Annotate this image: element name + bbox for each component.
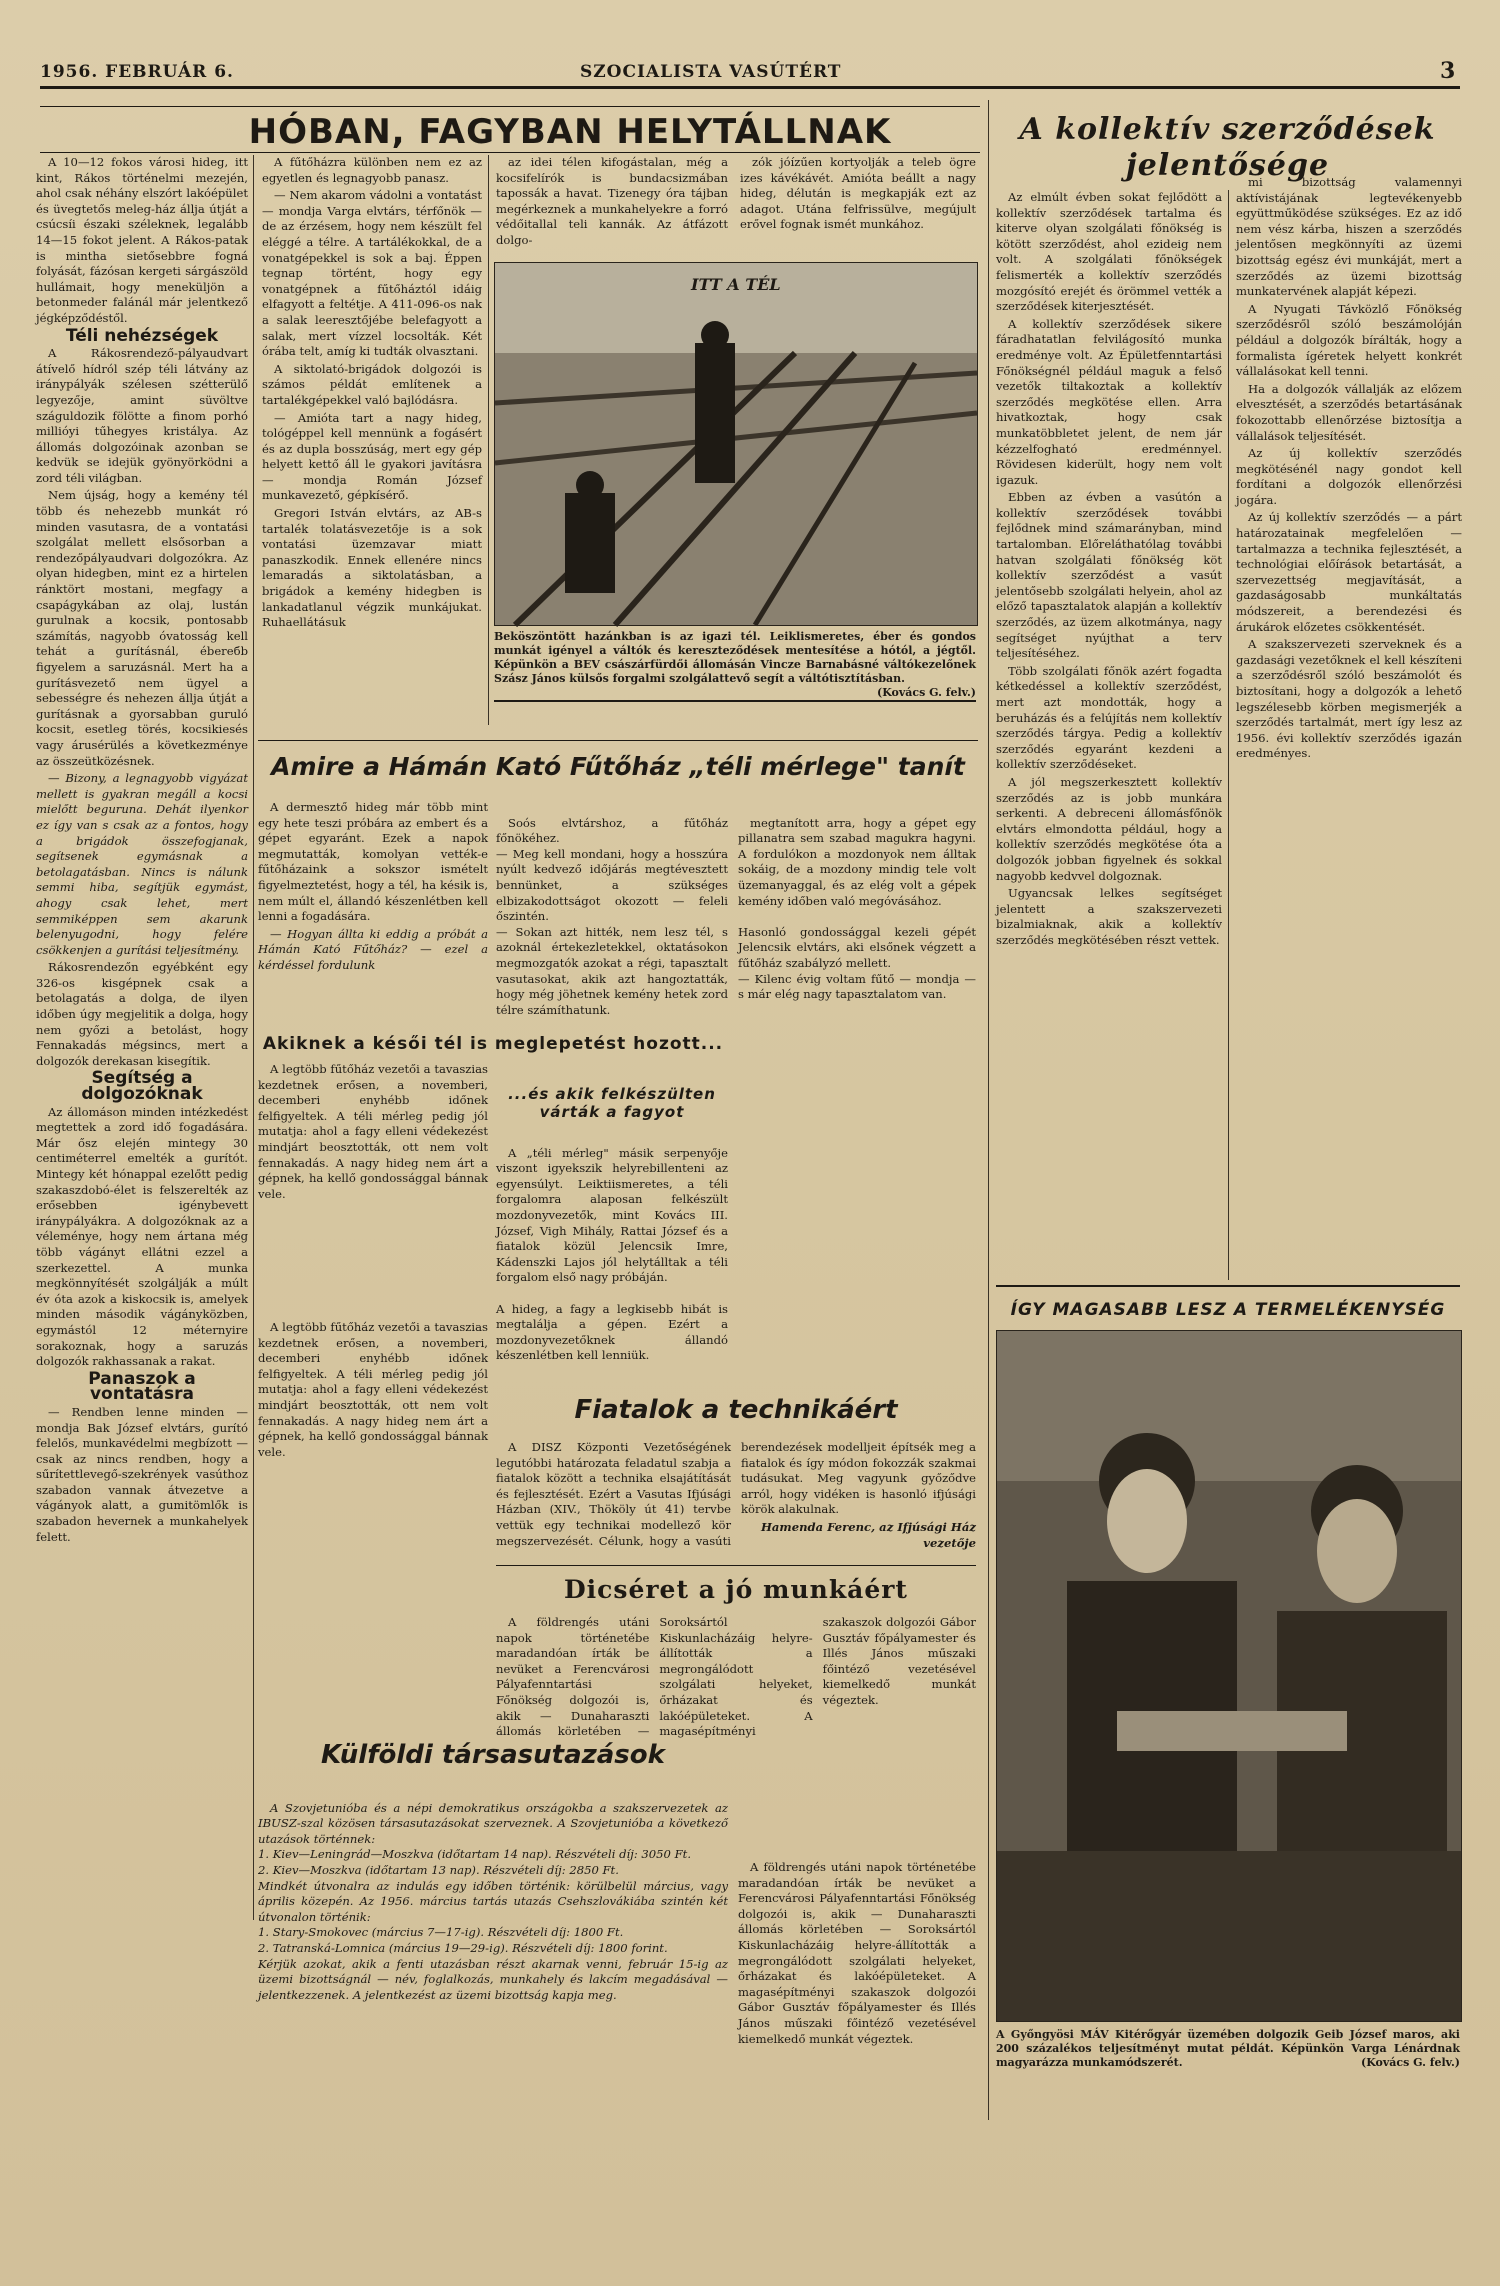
- factory-photo-caption: [996, 2028, 1460, 2108]
- right-story-column-2: [1236, 175, 1462, 1280]
- trips-headline: Külföldi társasutazások: [321, 1740, 665, 1770]
- photo-credit: (Kovács G. felv.): [877, 686, 976, 699]
- paragraph: A dermesztő hideg már több mint egy hete teszi próbára az embert és a gépet egyaránt. Ezek a napok megmutatták, komolyan vették-e fűtőházaink a sokszor ismételt figyelmeztetést, hogy a tél, ha késik is, nem múlt el, állandó készenlétben kell lenni a fogadására.: [258, 800, 488, 924]
- right-headline: A kollektív szerződések jelentősége: [1019, 112, 1436, 183]
- paragraph: A földrengés utáni napok történetébe maradandóan írták be nevüket a Ferencvárosi Pályafenntartási Főnökség dolgozói is, akik — Dunaharaszti állomás körletében — Soroksártól Kiskunlacházáig helyre-állították a megrongálódott szolgálati helyeket, őrházakat és lakóépületeket. A magasépítményi szakaszok dolgozói Gábor Gusztáv főpályamester és Illés János műszaki főintéző vezetésével kiemelkedő munkát végeztek.: [496, 1615, 976, 1739]
- photo-caption: [494, 630, 976, 700]
- paragraph: Az új kollektív szerződés — a párt határozatainak megfelelően — tartalmazza a technika fejlesztését, a technológiai előírások betartását, a szervezettség megjavítását, a gazdaságosabb munkáltatás módszereit, a berendezési és árukárok előzetes csökkentését.: [1236, 510, 1462, 634]
- section-rule: [996, 1285, 1460, 1287]
- headline-rule-top: [40, 106, 980, 107]
- subheading: Panaszok a vontatásra: [88, 1368, 196, 1405]
- trips-text: [258, 1785, 728, 2125]
- paragraph: — Amióta tart a nagy hideg, tológéppel kell mennünk a fogásért és az dupla bosszúság, mert egy gép helyett kettő áll le gyakori javításra — mondja Román József munkavezető, gépkísérő.: [262, 410, 482, 503]
- paragraph: Az új kollektív szerződés megkötésénél nagy gondot kell fordítani a dolgozók ellenőrzési jogára.: [1236, 446, 1462, 507]
- photo-credit: (Kovács G. felv.): [1361, 2056, 1460, 2069]
- praise-continued: [738, 1860, 976, 2125]
- column-divider: [253, 155, 254, 1920]
- main-headline: HÓBAN, FAGYBAN HELYTÁLLNAK: [248, 112, 892, 152]
- paragraph: A legtöbb fűtőház vezetői a tavaszias kezdetnek erősen, a novemberi, decemberi enyhébb időnek felfigyeltek. A téli mérleg pedig jól mutatja: ahol a fagy elleni védekezést mindjárt beosztották, ott nem volt fennakadás. A nagy hideg nem árt a gépnek, ha kellő gondossággal bánnak vele.: [258, 1320, 488, 1459]
- youth-headline: Fiatalok a technikáért: [574, 1395, 898, 1425]
- column-divider: [488, 155, 489, 725]
- paragraph: Ha a dolgozók vállalják az előzem elvesztését, a szerződés betartásának fokozottabb ellenőrzése biztosítja a vállalások teljesítését.: [1236, 381, 1462, 443]
- caption-text: Beköszöntött hazánkban is az igazi tél. Leiklismeretes, éber és gondos munkát igényel a váltók és kereszteződések mentesítése a hótól, a jégtől. Képünkön a BEV császárfürdői állomásán Vincze Barnabásné váltókezelőnek Szász János külsős forgalmi szolgálattevő segít a váltótisztításban.: [494, 630, 976, 685]
- paragraph: A szakszervezeti szerveknek és a gazdasági vezetőknek el kell készíteni a szerződésről szóló beszámolót és biztosítani, hogy a dolgozók a lehető legszélesebb körben megismerjék a szerződés tartalmát, mert így lesz az 1956. évi kollektív szerződés igazán eredményes.: [1236, 637, 1462, 761]
- headline-rule-bottom: [40, 152, 980, 153]
- paragraph: A Szovjetunióba és a népi demokratikus országokba a szakszervezetek az IBUSZ-szal közösen társasutazásokat szerveznek. A Szovjetunióba a következő utazások történnek: 1. Kiev—Leningrád—Moszkva (időtartam 14 nap). Részvételi díj: 3050 Ft. 2. Kiev—Moszkva (időtartam 13 nap). Részvételi díj: 2850 Ft. Mindkét útvonalra az indulás egy időben történik: körülbelül március, vagy április közepén. Az 1956. március tartás utazás Csehszlovákiába szintén két útvonalon történik: 1. Stary-Smokovec (március 7—17-ig). Részvételi díj: 1800 Ft. 2. Tatranská-Lomnica (március 19—29-ig). Részvételi díj: 1800 forint. Kérjük azokat, akik a fenti utazásban részt akarnak venni, február 15-ig az üzemi bizottságnál — név, foglalkozás, munkahely és lakcím megadásával — jelentkezzenek. A jelentkezést az üzemi bizottság kapja meg.: [258, 1800, 728, 2002]
- paragraph: Ebben az évben a vasútón a kollektív szerződések további fejlődnek mind számarányban, mind tartalomban. Előreláthatólag további hatvan szolgálati főnökség köt kollektív szerződést a vasút jelentősebb szolgálati helyein, ahol az előző tapasztalatok alapján a kollektív szerződés, az üzem alkotmánya, nagy segítséget nyújthat a terv teljesítéséhez.: [996, 490, 1222, 661]
- paragraph: — Hogyan állta ki eddig a próbát a Hámán Kató Fűtőház? — ezel a kérdéssel fordulunk: [258, 926, 488, 972]
- paragraph: — Rendben lenne minden — mondja Bak József elvtárs, gurító felelős, munkavédelmi megbízott — csak az nincs rendben, hogy a sűrítettlevegő-szekrények vasúthoz szabadon vannak átvezetve a vágányok alatt, a gumitömlők is szabadon hevernek a munkahelyek felett.: [36, 1404, 248, 1544]
- masthead: SZOCIALISTA VASÚTÉRT: [580, 62, 842, 82]
- youth-text: [496, 1440, 976, 1560]
- paragraph: zók jóízűen kortyolják a teleb ögre izes kávékávét. Amióta beállt a nagy hideg, délután is megkapják ezt az adagot. Utána felfrissülve, megújult erővel fognak ismét munkához.: [740, 155, 976, 232]
- subheading: Téli nehézségek: [65, 325, 219, 346]
- mid-story-column-2: [496, 800, 728, 1017]
- paragraph: Több szolgálati főnök azért fogadta kétkedéssel a kollektív szerződést, mert azt mondották, hogy a beruházás és a felújítás nem kollektív szerződés tárgya. Pedig a kollektív szerződés egyaránt kezdeni a kollektív szerződéseket.: [996, 663, 1222, 772]
- section-rule: [258, 740, 978, 741]
- paragraph: Rákosrendezőn egyébként egy 326-os kisgépnek csak a betolagatás a dolga, de ilyen időben úgy megjelitik a dolga, hogy nem győzi a betolást, hogy Fennakadás mégsincs, mert a dolgozók derekasan kisegítik.: [36, 960, 248, 1068]
- winter-railway-photo: [494, 262, 978, 626]
- late-winter-subheadline: Akiknek a késői tél is meglepetést hozott...: [262, 1034, 724, 1054]
- late-winter-text: [258, 1062, 488, 1312]
- paragraph: Gregori István elvtárs, az AB-s tartalék tolatásvezetője is a sok vontatási üzemzavar miatt panaszkodik. Ennek ellenére nincs lemaradás a siktolatásban, a brigádok a kemény hidegben is lankadatlanul végzik munkájukat. Ruhaellátásuk: [262, 506, 482, 630]
- paragraph: A Rákosrendező-pályaudvart átívelő hídról szép téli látvány az iránypályák szélesen szétterülő legyezője, amint süvöltve száguldozik fölötte a finom porhó millióyi tűhegyes kristálya. Az állomás dolgozóinak azonban se kedvük se idejük gyönyörködni a zord téli világban.: [36, 346, 248, 485]
- column-divider: [988, 100, 989, 2120]
- paragraph: megtanított arra, hogy a gépet egy pillanatra sem szabad magukra hagyni. A fordulókon a mozdonyok nem álltak sokáig, de a mozdony mindig tele volt üzemanyaggal, és az elég volt a gépek kemény időben való megóvásához. Hasonló gondossággal kezeli gépét Jelencsik elvtárs, aki elsőnek végzett a fűtőház szabályzó mellett. — Kilenc évig voltam fűtő — mondja — s már elég nagy tapasztalatom van.: [738, 815, 976, 1002]
- main-story-column-1: [36, 155, 248, 1920]
- mid-story-continued: [258, 1320, 488, 1620]
- paragraph: A DISZ Központi Vezetőségének legutóbbi határozata feladatul szabja a fiatalok között a technika elsajátítását és fejlesztését. Ezért a Vasutas Ifjúsági Házban (XIV., Thököly út 41) tervbe vettük egy technikai modellező kör megszervezését. Célunk, hogy a vasúti berendezések modelljeit építsék meg a fiatalok és így módon fokozzák szakmai tudásukat. Meg vagyunk győződve arról, hogy vidéken is hasonló ifjúsági körök alakulnak.: [496, 1440, 976, 1548]
- paragraph: A legtöbb fűtőház vezetői a tavaszias kezdetnek erősen, a novemberi, decemberi enyhébb időnek felfigyeltek. A téli mérleg pedig jól mutatja: ahol a fagy elleni védekezést mindjárt beosztották, ott nem volt fennakadás. A nagy hideg nem árt a gépnek, ha kellő gondossággal bánnak vele.: [258, 1062, 488, 1201]
- subheading: Segítség a dolgozóknak: [81, 1068, 203, 1105]
- page-header: [40, 58, 1460, 88]
- main-story-column-2: [262, 155, 482, 725]
- youth-signature: Hamenda Ferenc, az Ifjúsági Ház vezetője: [760, 1519, 976, 1550]
- fütőház-headline: Amire a Hámán Kató Fűtőház „téli mérlege" tanít: [271, 752, 965, 781]
- paragraph: A „téli mérleg" másik serpenyője viszont igyekszik helyrebillenteni az egyensúlyt. Leiktiismeretes, a téli forgalomra alaposan felkészült mozdonyvezetők, mint Kovács III. József, Vigh Mihály, Rattai József és a fiatalok közül Jelencsik Imre, Kádenszki Lajos jól helytálltak a téli forgalom első nagy próbáján. A hideg, a fagy a legkisebb hibát is megtalálja a gépen. Ezért a mozdonyvezetőknek állandó készenlétben kell lenniük.: [496, 1145, 728, 1363]
- prepared-text: [496, 1130, 728, 1380]
- paragraph: Nem újság, hogy a kemény tél több és nehezebb munkát ró minden vasutasra, de a vontatási szolgálat mellett elsősorban a rendezőpályaudvari dolgozókra. Az olyan hidegben, mint ez a hirtelen ránktört mostani, megfagy a csapágykában az olaj, lustán gurulnak a kocsik, pontosabb számítás, nagyobb óvatosság kell tehát a gurításnál, ébereбb figyelem a saruzásnál. Mert ha a gurításvezető nem ügyel a sebességre és nehezen állja útját a gurításnak a gyorsabban guruló kocsit, esetleg törés, kocsikiesés vagy árusérülés a következménye az összeütközésnek.: [36, 488, 248, 768]
- paragraph: Az állomáson minden intézkedést megtettek a zord idő fogadására. Már ősz elején mintegy 30 centiméterrel emelték a gurítót. Mintegy két hónappal ezelőtt pedig szakaszdobó-élet is felszerelték az erősebben igénybevett iránypályákra. A dolgozóknak az a véleménye, hogy nem ártana még több vágányt ellátni ezzel a szerkezettel. A munka megkönnyítését szolgálják a múlt év óta azok a kiskocsik is, amelyek minden második vágányközben, egymástól 12 méternyire sorakoznak, hogy a saruzás dolgozók rakhassanak a rakat.: [36, 1104, 248, 1369]
- main-story-column-4: [740, 155, 976, 250]
- mid-story-column-1: [258, 800, 488, 1005]
- section-rule: [494, 700, 976, 702]
- productivity-photo-title: ÍGY MAGASABB LESZ A TERMELÉKENYSÉG: [1010, 1300, 1446, 1320]
- mid-story-column-3: [738, 800, 976, 1310]
- quote-paragraph: — Bizony, a legnagyobb vigyázat mellett is gyakran megáll a kocsi mielőtt beguruna. Dehát ilyenkor ez így van s csak az a fontos, hogy a brigádok összefogjanak, segítsenek egymásnak a betolagatásban. Nincs is nálunk semmi hiba, segítjük egymást, ahogy csak lehet, mert semmiképpen sem akarunk belenyugodni, hogy felére csökkenjen a gurítási teljesítmény.: [36, 771, 248, 957]
- section-rule: [496, 1565, 976, 1566]
- paragraph: mi bizottság valamennyi aktívistájának legtevékenyebb együttműködése szükséges. Ez az idő nem vész kárba, hiszen a szerződés jelentősen megkönnyíti az üzemi bizottság egész évi munkáját, mert a szerződés az üzemi bizottság munkatervének alapját képezi.: [1236, 175, 1462, 299]
- paragraph: Soós elvtárshoz, a fűtőház főnökéhez. — Meg kell mondani, hogy a hosszúra nyúlt kedvező időjárás megtévesztett bennünket, a szükséges elbizakodottságot okozott — feleli őszintén. — Sokan azt hitték, nem lesz tél, s azoknál értekezletekkel, oktatásokon megmozgatók azokat a régi, tapasztalt vasutasokat, akik azt hangoztatták, hogy még jöhetnek kemény hetek zord télre számíthatunk.: [496, 815, 728, 1017]
- page-number: 3: [1440, 58, 1457, 84]
- paragraph: — Nem akarom vádolni a vontatást — mondja Varga elvtárs, térfőnök — de az érzésem, hogy nem készült fel eléggé a télre. A tartálékokkal, de a vonatgépekkel is sok a baj. Éppen tegnap történt, hogy egy vonatgépnek a fűtőháztól idáig elfagyott a feltétje. A 411-096-os nak a salak leeresztőjébe belefagyott a salak, mert vízzel locsolták. Két órába telt, amíg ki tudták olvasztani.: [262, 188, 482, 359]
- issue-date: 1956. FEBRUÁR 6.: [40, 62, 234, 82]
- column-divider: [1228, 190, 1229, 1280]
- paragraph: A Nyugati Távközlő Főnökség szerződésről szóló beszámolóján például a dolgozók bírálták, hogy a formalista ígéretek helyett konkrét vállalásokat kell tenni.: [1236, 301, 1462, 379]
- paragraph: Ugyancsak lelkes segítséget jelentett a szakszervezeti bizalmiaknak, akik a kollektív szerződés megkötésében részt vettek.: [996, 886, 1222, 947]
- header-rule: [40, 86, 1460, 89]
- praise-headline: Dicséret a jó munkáért: [564, 1575, 908, 1604]
- right-story-column-1: [996, 190, 1222, 1280]
- photo-title: ITT A TÉL: [691, 275, 781, 294]
- factory-workers-photo: [996, 1330, 1462, 2022]
- paragraph: A jól megszerkesztett kollektív szerződés az is jobb munkára serkenti. A debreceni állomásfőnök elvtárs elmondotta például, hogy a kollektív szerződés megkötése óta a dolgozók jobban figyelnek és sokkal nagyobb kedvvel dolgoznak.: [996, 774, 1222, 883]
- paragraph: A fűtőházra különben nem ez az egyetlen és legnagyobb panasz.: [262, 155, 482, 185]
- paragraph: A földrengés utáni napok történetébe maradandóan írták be nevüket a Ferencvárosi Pályafenntartási Főnökség dolgozói is, akik — Dunaharaszti állomás körletében — Soroksártól Kiskunlacházáig helyre-állították a megrongálódott szolgálati helyeket, őrházakat és lakóépületeket. A magasépítményi szakaszok dolgozói Gábor Gusztáv főpályamester és Illés János műszaki főintéző vezetésével kiemelkedő munkát végeztek.: [738, 1860, 976, 2046]
- main-story-column-3: [496, 155, 728, 250]
- paragraph: Az elmúlt évben sokat fejlődött a kollektív szerződések tartalma és kiterve olyan szolgálati főnökség is kötött szerződést, ahol ezideig nem volt. A szolgálati főnökségek felismerték a kollektív szerződés mozgósító erejét és örömmel vették a szerződések kiterjesztését.: [996, 190, 1222, 314]
- paragraph: az idei télen kifogástalan, még a kocsifelírók is bundacsizmában tapossák a havat. Tizenegy óra tájban megérkeznek a munkahelyekre a forró védőitallal teli kannák. Az átfázott dolgo-: [496, 155, 728, 247]
- paragraph: A 10—12 fokos városi hideg, itt kint, Rákos történelmi mezején, ahol csak néhány elszórt lakóépület és üvegtetős meleg-ház állja útját a csúcsíi északi széleknek, legalább 14—15 fokot jelent. A Rákos-patak is mintha sietősebbre fogná folyását, fázósan kergeti sárgászöld hullámait, hogy meneküljön a betonmeder falánál már jelentkező jégképződéstől.: [36, 155, 248, 325]
- paragraph: A kollektív szerződések sikere fáradhatatlan felvilágosító munka eredménye volt. Az Épületfenntartási Főnökségnél például maguk a felső vezetők tiltakoztak a kollektív szerződés megkötése ellen. Arra hivatkoztak, hogy csak munkatöbbletet jelent, de nem jár kézzelfogható eredménnyel. Rövidesen kiderült, hogy nem volt igazuk.: [996, 316, 1222, 487]
- prepared-subheadline: ...és akik felkészülten várták a fagyot: [508, 1085, 716, 1121]
- paragraph: A siktolató-brigádok dolgozói is számos példát említenek a tartalékgépekkel való bajlódásra.: [262, 361, 482, 407]
- caption-text: A Győngyösi MÁV Kitérőgyár üzemében dolgozik Geib József maros, aki 200 százalékos teljesítményt mutat példát. Képünkön Varga Lénárdnak magyarázza munkamódszerét.: [996, 2028, 1460, 2069]
